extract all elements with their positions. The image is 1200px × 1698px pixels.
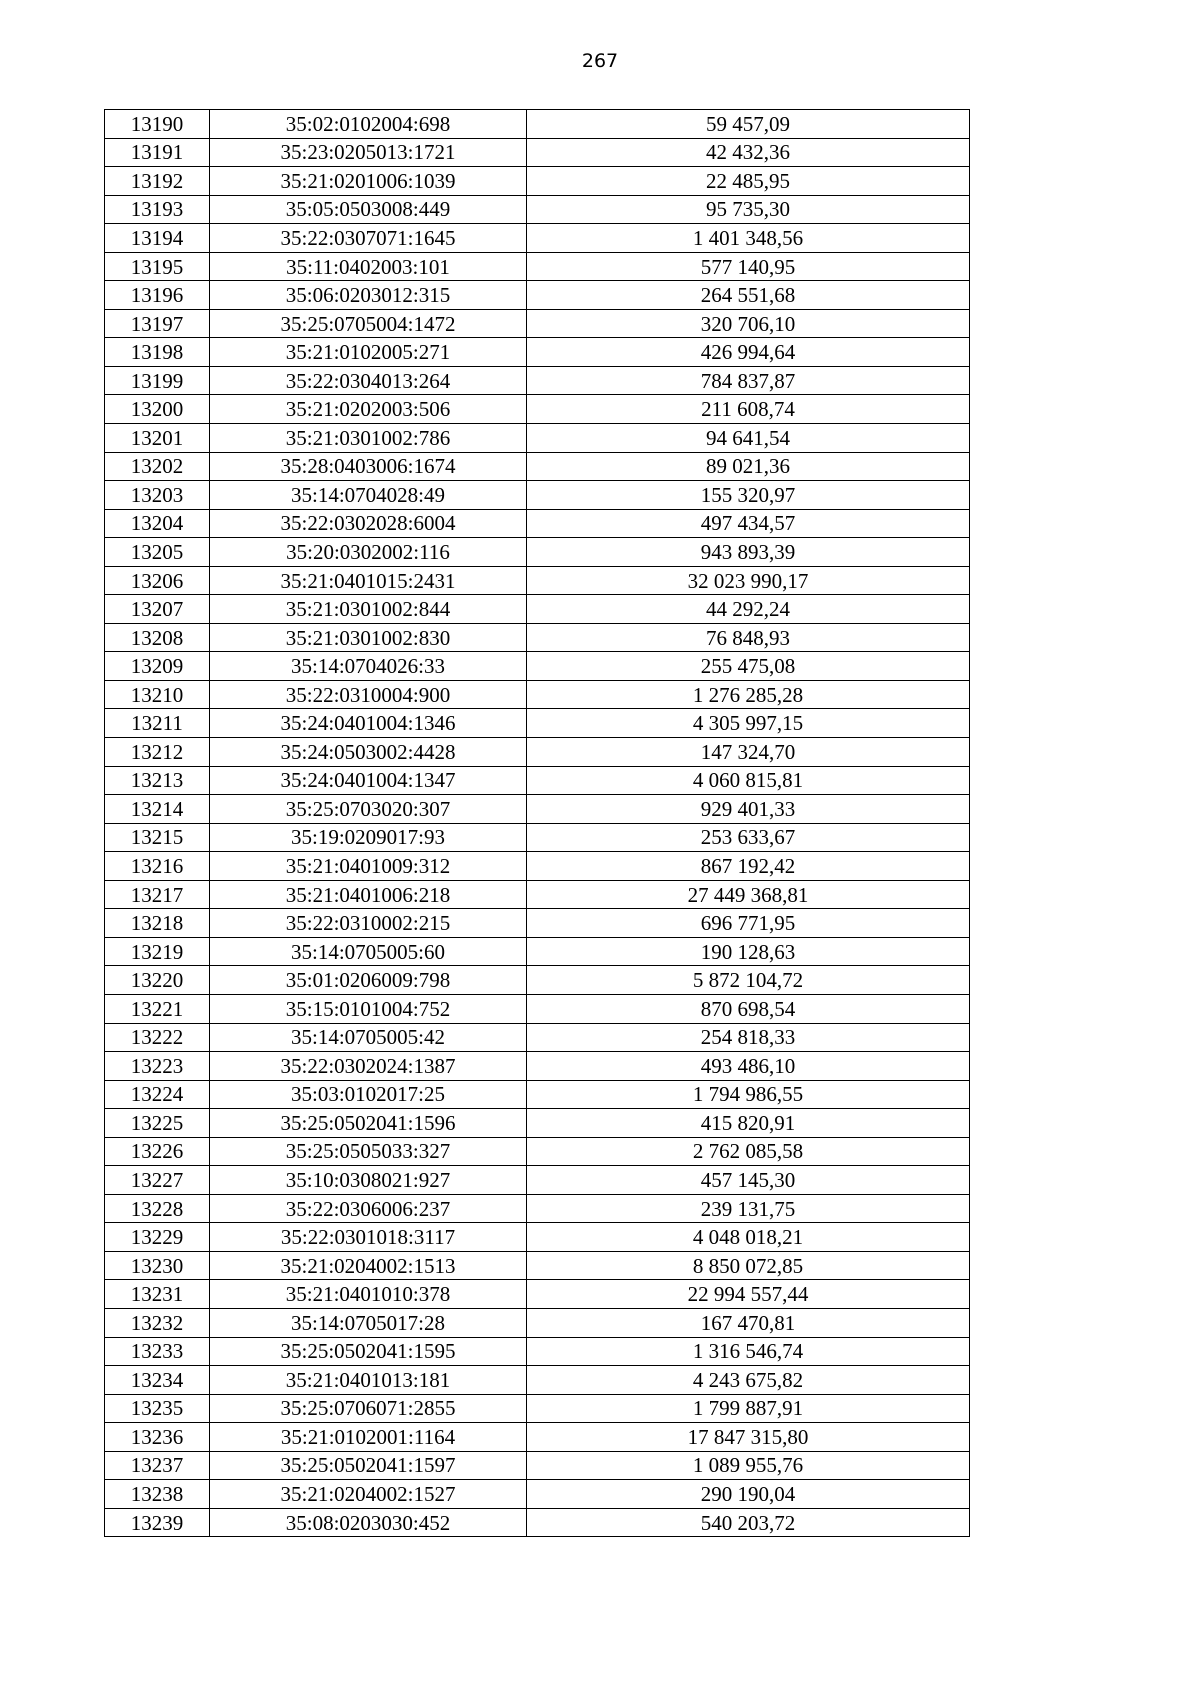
cadastral-number-cell: 35:15:0101004:752 bbox=[210, 994, 527, 1023]
row-number-cell: 13202 bbox=[105, 452, 210, 481]
cadastral-number-cell: 35:25:0505033:327 bbox=[210, 1137, 527, 1166]
row-number-cell: 13238 bbox=[105, 1480, 210, 1509]
row-number-cell: 13203 bbox=[105, 481, 210, 510]
cadastral-number-cell: 35:21:0202003:506 bbox=[210, 395, 527, 424]
row-number-cell: 13194 bbox=[105, 224, 210, 253]
value-cell: 264 551,68 bbox=[527, 281, 970, 310]
table-row bbox=[105, 195, 970, 224]
value-cell: 42 432,36 bbox=[527, 138, 970, 167]
row-number-cell: 13212 bbox=[105, 738, 210, 767]
row-number-cell: 13199 bbox=[105, 366, 210, 395]
value-cell: 22 994 557,44 bbox=[527, 1280, 970, 1309]
table-row bbox=[105, 966, 970, 995]
cadastral-number-cell: 35:21:0102005:271 bbox=[210, 338, 527, 367]
row-number-cell: 13205 bbox=[105, 538, 210, 567]
value-cell: 27 449 368,81 bbox=[527, 880, 970, 909]
value-cell: 457 145,30 bbox=[527, 1166, 970, 1195]
value-cell: 2 762 085,58 bbox=[527, 1137, 970, 1166]
cadastral-number-cell: 35:14:0705005:60 bbox=[210, 937, 527, 966]
table-row bbox=[105, 167, 970, 196]
table-row bbox=[105, 1223, 970, 1252]
row-number-cell: 13223 bbox=[105, 1052, 210, 1081]
value-cell: 190 128,63 bbox=[527, 937, 970, 966]
row-number-cell: 13232 bbox=[105, 1308, 210, 1337]
cadastral-number-cell: 35:22:0307071:1645 bbox=[210, 224, 527, 253]
table-row bbox=[105, 680, 970, 709]
value-cell: 577 140,95 bbox=[527, 252, 970, 281]
cadastral-number-cell: 35:14:0704028:49 bbox=[210, 481, 527, 510]
row-number-cell: 13222 bbox=[105, 1023, 210, 1052]
table-row bbox=[105, 138, 970, 167]
registry-table-body bbox=[105, 110, 970, 1537]
cadastral-number-cell: 35:02:0102004:698 bbox=[210, 110, 527, 139]
row-number-cell: 13192 bbox=[105, 167, 210, 196]
table-row bbox=[105, 509, 970, 538]
table-row bbox=[105, 110, 970, 139]
table-row bbox=[105, 1251, 970, 1280]
table-row bbox=[105, 1080, 970, 1109]
cadastral-number-cell: 35:25:0703020:307 bbox=[210, 795, 527, 824]
value-cell: 290 190,04 bbox=[527, 1480, 970, 1509]
value-cell: 1 401 348,56 bbox=[527, 224, 970, 253]
row-number-cell: 13219 bbox=[105, 937, 210, 966]
table-row bbox=[105, 1508, 970, 1537]
value-cell: 5 872 104,72 bbox=[527, 966, 970, 995]
value-cell: 8 850 072,85 bbox=[527, 1251, 970, 1280]
row-number-cell: 13225 bbox=[105, 1109, 210, 1138]
cadastral-number-cell: 35:28:0403006:1674 bbox=[210, 452, 527, 481]
cadastral-number-cell: 35:22:0304013:264 bbox=[210, 366, 527, 395]
cadastral-number-cell: 35:21:0401010:378 bbox=[210, 1280, 527, 1309]
value-cell: 59 457,09 bbox=[527, 110, 970, 139]
table-row bbox=[105, 1166, 970, 1195]
row-number-cell: 13239 bbox=[105, 1508, 210, 1537]
table-row bbox=[105, 652, 970, 681]
row-number-cell: 13224 bbox=[105, 1080, 210, 1109]
table-row bbox=[105, 452, 970, 481]
row-number-cell: 13196 bbox=[105, 281, 210, 310]
row-number-cell: 13213 bbox=[105, 766, 210, 795]
table-row bbox=[105, 1109, 970, 1138]
cadastral-number-cell: 35:25:0502041:1597 bbox=[210, 1451, 527, 1480]
cadastral-number-cell: 35:06:0203012:315 bbox=[210, 281, 527, 310]
cadastral-number-cell: 35:21:0102001:1164 bbox=[210, 1423, 527, 1452]
row-number-cell: 13190 bbox=[105, 110, 210, 139]
table-row bbox=[105, 852, 970, 881]
table-row bbox=[105, 709, 970, 738]
value-cell: 784 837,87 bbox=[527, 366, 970, 395]
table-row bbox=[105, 1366, 970, 1395]
value-cell: 167 470,81 bbox=[527, 1308, 970, 1337]
value-cell: 147 324,70 bbox=[527, 738, 970, 767]
cadastral-number-cell: 35:21:0401006:218 bbox=[210, 880, 527, 909]
cadastral-number-cell: 35:21:0301002:844 bbox=[210, 595, 527, 624]
cadastral-number-cell: 35:20:0302002:116 bbox=[210, 538, 527, 567]
cadastral-number-cell: 35:21:0204002:1513 bbox=[210, 1251, 527, 1280]
row-number-cell: 13207 bbox=[105, 595, 210, 624]
row-number-cell: 13235 bbox=[105, 1394, 210, 1423]
table-row bbox=[105, 1451, 970, 1480]
cadastral-number-cell: 35:05:0503008:449 bbox=[210, 195, 527, 224]
row-number-cell: 13209 bbox=[105, 652, 210, 681]
cadastral-number-cell: 35:24:0401004:1347 bbox=[210, 766, 527, 795]
row-number-cell: 13204 bbox=[105, 509, 210, 538]
value-cell: 22 485,95 bbox=[527, 167, 970, 196]
table-row bbox=[105, 395, 970, 424]
cadastral-number-cell: 35:22:0301018:3117 bbox=[210, 1223, 527, 1252]
cadastral-number-cell: 35:24:0503002:4428 bbox=[210, 738, 527, 767]
table-row bbox=[105, 1308, 970, 1337]
cadastral-number-cell: 35:25:0705004:1472 bbox=[210, 309, 527, 338]
value-cell: 1 316 546,74 bbox=[527, 1337, 970, 1366]
cadastral-number-cell: 35:03:0102017:25 bbox=[210, 1080, 527, 1109]
cadastral-number-cell: 35:21:0401009:312 bbox=[210, 852, 527, 881]
table-row bbox=[105, 795, 970, 824]
value-cell: 1 799 887,91 bbox=[527, 1394, 970, 1423]
cadastral-number-cell: 35:14:0705017:28 bbox=[210, 1308, 527, 1337]
value-cell: 32 023 990,17 bbox=[527, 566, 970, 595]
table-row bbox=[105, 252, 970, 281]
row-number-cell: 13236 bbox=[105, 1423, 210, 1452]
table-row bbox=[105, 224, 970, 253]
cadastral-number-cell: 35:21:0401013:181 bbox=[210, 1366, 527, 1395]
row-number-cell: 13201 bbox=[105, 424, 210, 453]
value-cell: 95 735,30 bbox=[527, 195, 970, 224]
row-number-cell: 13195 bbox=[105, 252, 210, 281]
value-cell: 4 060 815,81 bbox=[527, 766, 970, 795]
row-number-cell: 13200 bbox=[105, 395, 210, 424]
value-cell: 1 794 986,55 bbox=[527, 1080, 970, 1109]
cadastral-number-cell: 35:10:0308021:927 bbox=[210, 1166, 527, 1195]
table-row bbox=[105, 1423, 970, 1452]
cadastral-number-cell: 35:21:0301002:786 bbox=[210, 424, 527, 453]
cadastral-number-cell: 35:21:0201006:1039 bbox=[210, 167, 527, 196]
value-cell: 253 633,67 bbox=[527, 823, 970, 852]
cadastral-number-cell: 35:22:0306006:237 bbox=[210, 1194, 527, 1223]
row-number-cell: 13198 bbox=[105, 338, 210, 367]
row-number-cell: 13217 bbox=[105, 880, 210, 909]
row-number-cell: 13208 bbox=[105, 623, 210, 652]
value-cell: 320 706,10 bbox=[527, 309, 970, 338]
table-row bbox=[105, 623, 970, 652]
table-row bbox=[105, 1480, 970, 1509]
row-number-cell: 13234 bbox=[105, 1366, 210, 1395]
table-row bbox=[105, 281, 970, 310]
table-row bbox=[105, 823, 970, 852]
row-number-cell: 13233 bbox=[105, 1337, 210, 1366]
cadastral-number-cell: 35:25:0502041:1595 bbox=[210, 1337, 527, 1366]
value-cell: 1 276 285,28 bbox=[527, 680, 970, 709]
cadastral-number-cell: 35:11:0402003:101 bbox=[210, 252, 527, 281]
row-number-cell: 13221 bbox=[105, 994, 210, 1023]
page-number: 267 bbox=[581, 50, 619, 72]
value-cell: 254 818,33 bbox=[527, 1023, 970, 1052]
cadastral-number-cell: 35:24:0401004:1346 bbox=[210, 709, 527, 738]
table-row bbox=[105, 1394, 970, 1423]
cadastral-number-cell: 35:14:0704026:33 bbox=[210, 652, 527, 681]
row-number-cell: 13218 bbox=[105, 909, 210, 938]
table-row bbox=[105, 538, 970, 567]
cadastral-number-cell: 35:25:0706071:2855 bbox=[210, 1394, 527, 1423]
table-row bbox=[105, 566, 970, 595]
value-cell: 255 475,08 bbox=[527, 652, 970, 681]
value-cell: 426 994,64 bbox=[527, 338, 970, 367]
cadastral-number-cell: 35:22:0302024:1387 bbox=[210, 1052, 527, 1081]
value-cell: 540 203,72 bbox=[527, 1508, 970, 1537]
value-cell: 696 771,95 bbox=[527, 909, 970, 938]
table-row bbox=[105, 1023, 970, 1052]
row-number-cell: 13206 bbox=[105, 566, 210, 595]
cadastral-number-cell: 35:14:0705005:42 bbox=[210, 1023, 527, 1052]
table-row bbox=[105, 595, 970, 624]
table-row bbox=[105, 424, 970, 453]
table-row bbox=[105, 994, 970, 1023]
value-cell: 44 292,24 bbox=[527, 595, 970, 624]
row-number-cell: 13193 bbox=[105, 195, 210, 224]
row-number-cell: 13220 bbox=[105, 966, 210, 995]
row-number-cell: 13230 bbox=[105, 1251, 210, 1280]
value-cell: 155 320,97 bbox=[527, 481, 970, 510]
table-row bbox=[105, 880, 970, 909]
value-cell: 4 243 675,82 bbox=[527, 1366, 970, 1395]
value-cell: 867 192,42 bbox=[527, 852, 970, 881]
row-number-cell: 13197 bbox=[105, 309, 210, 338]
value-cell: 1 089 955,76 bbox=[527, 1451, 970, 1480]
value-cell: 4 305 997,15 bbox=[527, 709, 970, 738]
value-cell: 239 131,75 bbox=[527, 1194, 970, 1223]
table-row bbox=[105, 909, 970, 938]
cadastral-number-cell: 35:01:0206009:798 bbox=[210, 966, 527, 995]
cadastral-number-cell: 35:08:0203030:452 bbox=[210, 1508, 527, 1537]
table-row bbox=[105, 1052, 970, 1081]
row-number-cell: 13215 bbox=[105, 823, 210, 852]
value-cell: 89 021,36 bbox=[527, 452, 970, 481]
row-number-cell: 13229 bbox=[105, 1223, 210, 1252]
row-number-cell: 13237 bbox=[105, 1451, 210, 1480]
cadastral-number-cell: 35:23:0205013:1721 bbox=[210, 138, 527, 167]
value-cell: 94 641,54 bbox=[527, 424, 970, 453]
table-row bbox=[105, 1194, 970, 1223]
cadastral-number-cell: 35:21:0401015:2431 bbox=[210, 566, 527, 595]
cadastral-number-cell: 35:22:0310002:215 bbox=[210, 909, 527, 938]
cadastral-number-cell: 35:19:0209017:93 bbox=[210, 823, 527, 852]
cadastral-number-cell: 35:21:0204002:1527 bbox=[210, 1480, 527, 1509]
table-row bbox=[105, 937, 970, 966]
table-row bbox=[105, 738, 970, 767]
row-number-cell: 13231 bbox=[105, 1280, 210, 1309]
value-cell: 415 820,91 bbox=[527, 1109, 970, 1138]
row-number-cell: 13227 bbox=[105, 1166, 210, 1195]
table-row bbox=[105, 1280, 970, 1309]
table-row bbox=[105, 1337, 970, 1366]
table-row bbox=[105, 309, 970, 338]
row-number-cell: 13210 bbox=[105, 680, 210, 709]
cadastral-number-cell: 35:22:0302028:6004 bbox=[210, 509, 527, 538]
value-cell: 4 048 018,21 bbox=[527, 1223, 970, 1252]
cadastral-number-cell: 35:22:0310004:900 bbox=[210, 680, 527, 709]
table-row bbox=[105, 1137, 970, 1166]
value-cell: 211 608,74 bbox=[527, 395, 970, 424]
row-number-cell: 13226 bbox=[105, 1137, 210, 1166]
value-cell: 870 698,54 bbox=[527, 994, 970, 1023]
table-row bbox=[105, 338, 970, 367]
row-number-cell: 13214 bbox=[105, 795, 210, 824]
value-cell: 497 434,57 bbox=[527, 509, 970, 538]
row-number-cell: 13228 bbox=[105, 1194, 210, 1223]
cadastral-number-cell: 35:21:0301002:830 bbox=[210, 623, 527, 652]
row-number-cell: 13191 bbox=[105, 138, 210, 167]
row-number-cell: 13216 bbox=[105, 852, 210, 881]
value-cell: 493 486,10 bbox=[527, 1052, 970, 1081]
cadastral-number-cell: 35:25:0502041:1596 bbox=[210, 1109, 527, 1138]
row-number-cell: 13211 bbox=[105, 709, 210, 738]
value-cell: 76 848,93 bbox=[527, 623, 970, 652]
table-row bbox=[105, 366, 970, 395]
value-cell: 929 401,33 bbox=[527, 795, 970, 824]
value-cell: 17 847 315,80 bbox=[527, 1423, 970, 1452]
registry-table bbox=[104, 109, 970, 1537]
table-row bbox=[105, 481, 970, 510]
value-cell: 943 893,39 bbox=[527, 538, 970, 567]
table-row bbox=[105, 766, 970, 795]
